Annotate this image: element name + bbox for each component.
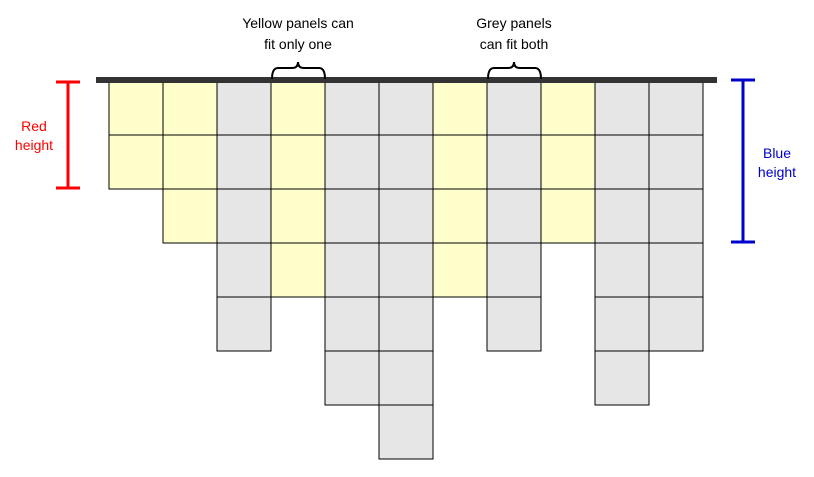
red-height-label-line-1: Red <box>21 118 47 134</box>
grey-panel-c5-r2 <box>325 135 379 189</box>
blue-height-label-line-2: height <box>757 164 797 180</box>
yellow-panel-c4-r1 <box>271 81 325 135</box>
grey-panel-c8-r1 <box>487 81 541 135</box>
yellow-panel-c7-r3 <box>433 189 487 243</box>
grey-panel-c10-r2 <box>595 135 649 189</box>
grey-panel-c6-r3 <box>379 189 433 243</box>
yellow-panel-c7-r2 <box>433 135 487 189</box>
grey-panel-c6-r5 <box>379 297 433 351</box>
red-height-label-line-2: height <box>14 137 54 153</box>
grey-panel-c11-r4 <box>649 243 703 297</box>
grey-panel-c10-r5 <box>595 297 649 351</box>
grey-panel-c5-r5 <box>325 297 379 351</box>
grey-panel-c6-r4 <box>379 243 433 297</box>
grey-brace <box>488 62 541 79</box>
yellow-panel-c4-r3 <box>271 189 325 243</box>
grey-panel-c10-r4 <box>595 243 649 297</box>
panel-grid <box>109 81 703 459</box>
grey-note-line-1: Grey panels <box>476 15 552 31</box>
yellow-panel-c7-r1 <box>433 81 487 135</box>
grey-panel-c5-r3 <box>325 189 379 243</box>
grey-panel-c6-r1 <box>379 81 433 135</box>
grey-panel-c6-r7 <box>379 405 433 459</box>
grey-panel-c5-r6 <box>325 351 379 405</box>
grey-panel-c6-r2 <box>379 135 433 189</box>
yellow-note-line-2: fit only one <box>264 36 332 52</box>
grey-panel-c3-r4 <box>217 243 271 297</box>
grey-panel-c10-r6 <box>595 351 649 405</box>
grey-panel-c5-r4 <box>325 243 379 297</box>
yellow-panel-c2-r2 <box>163 135 217 189</box>
yellow-panel-c9-r1 <box>541 81 595 135</box>
grey-panel-c8-r3 <box>487 189 541 243</box>
grey-panel-c8-r2 <box>487 135 541 189</box>
yellow-panel-c1-r2 <box>109 135 163 189</box>
yellow-panel-c2-r1 <box>163 81 217 135</box>
grey-note-line-2: can fit both <box>479 36 549 52</box>
yellow-panel-c2-r3 <box>163 189 217 243</box>
yellow-panel-c9-r3 <box>541 189 595 243</box>
grey-panel-c6-r6 <box>379 351 433 405</box>
blue-height-label-line-1: Blue <box>762 145 792 161</box>
grey-panel-c10-r3 <box>595 189 649 243</box>
grey-panel-c3-r5 <box>217 297 271 351</box>
grey-panel-c5-r1 <box>325 81 379 135</box>
grey-panel-c11-r3 <box>649 189 703 243</box>
yellow-note-line-1: Yellow panels can <box>242 15 354 31</box>
grey-panel-c11-r2 <box>649 135 703 189</box>
grey-panel-c10-r1 <box>595 81 649 135</box>
red-height-marker <box>56 82 80 188</box>
grey-panel-c8-r5 <box>487 297 541 351</box>
yellow-panel-c4-r2 <box>271 135 325 189</box>
grey-panel-c11-r1 <box>649 81 703 135</box>
yellow-panel-c7-r4 <box>433 243 487 297</box>
yellow-panel-c1-r1 <box>109 81 163 135</box>
grey-panel-c11-r5 <box>649 297 703 351</box>
grey-panel-c8-r4 <box>487 243 541 297</box>
yellow-brace <box>272 62 325 79</box>
yellow-panel-c4-r4 <box>271 243 325 297</box>
grey-panel-c3-r2 <box>217 135 271 189</box>
blue-height-marker <box>731 80 755 242</box>
yellow-panel-c9-r2 <box>541 135 595 189</box>
grey-panel-c3-r1 <box>217 81 271 135</box>
grey-panel-c3-r3 <box>217 189 271 243</box>
